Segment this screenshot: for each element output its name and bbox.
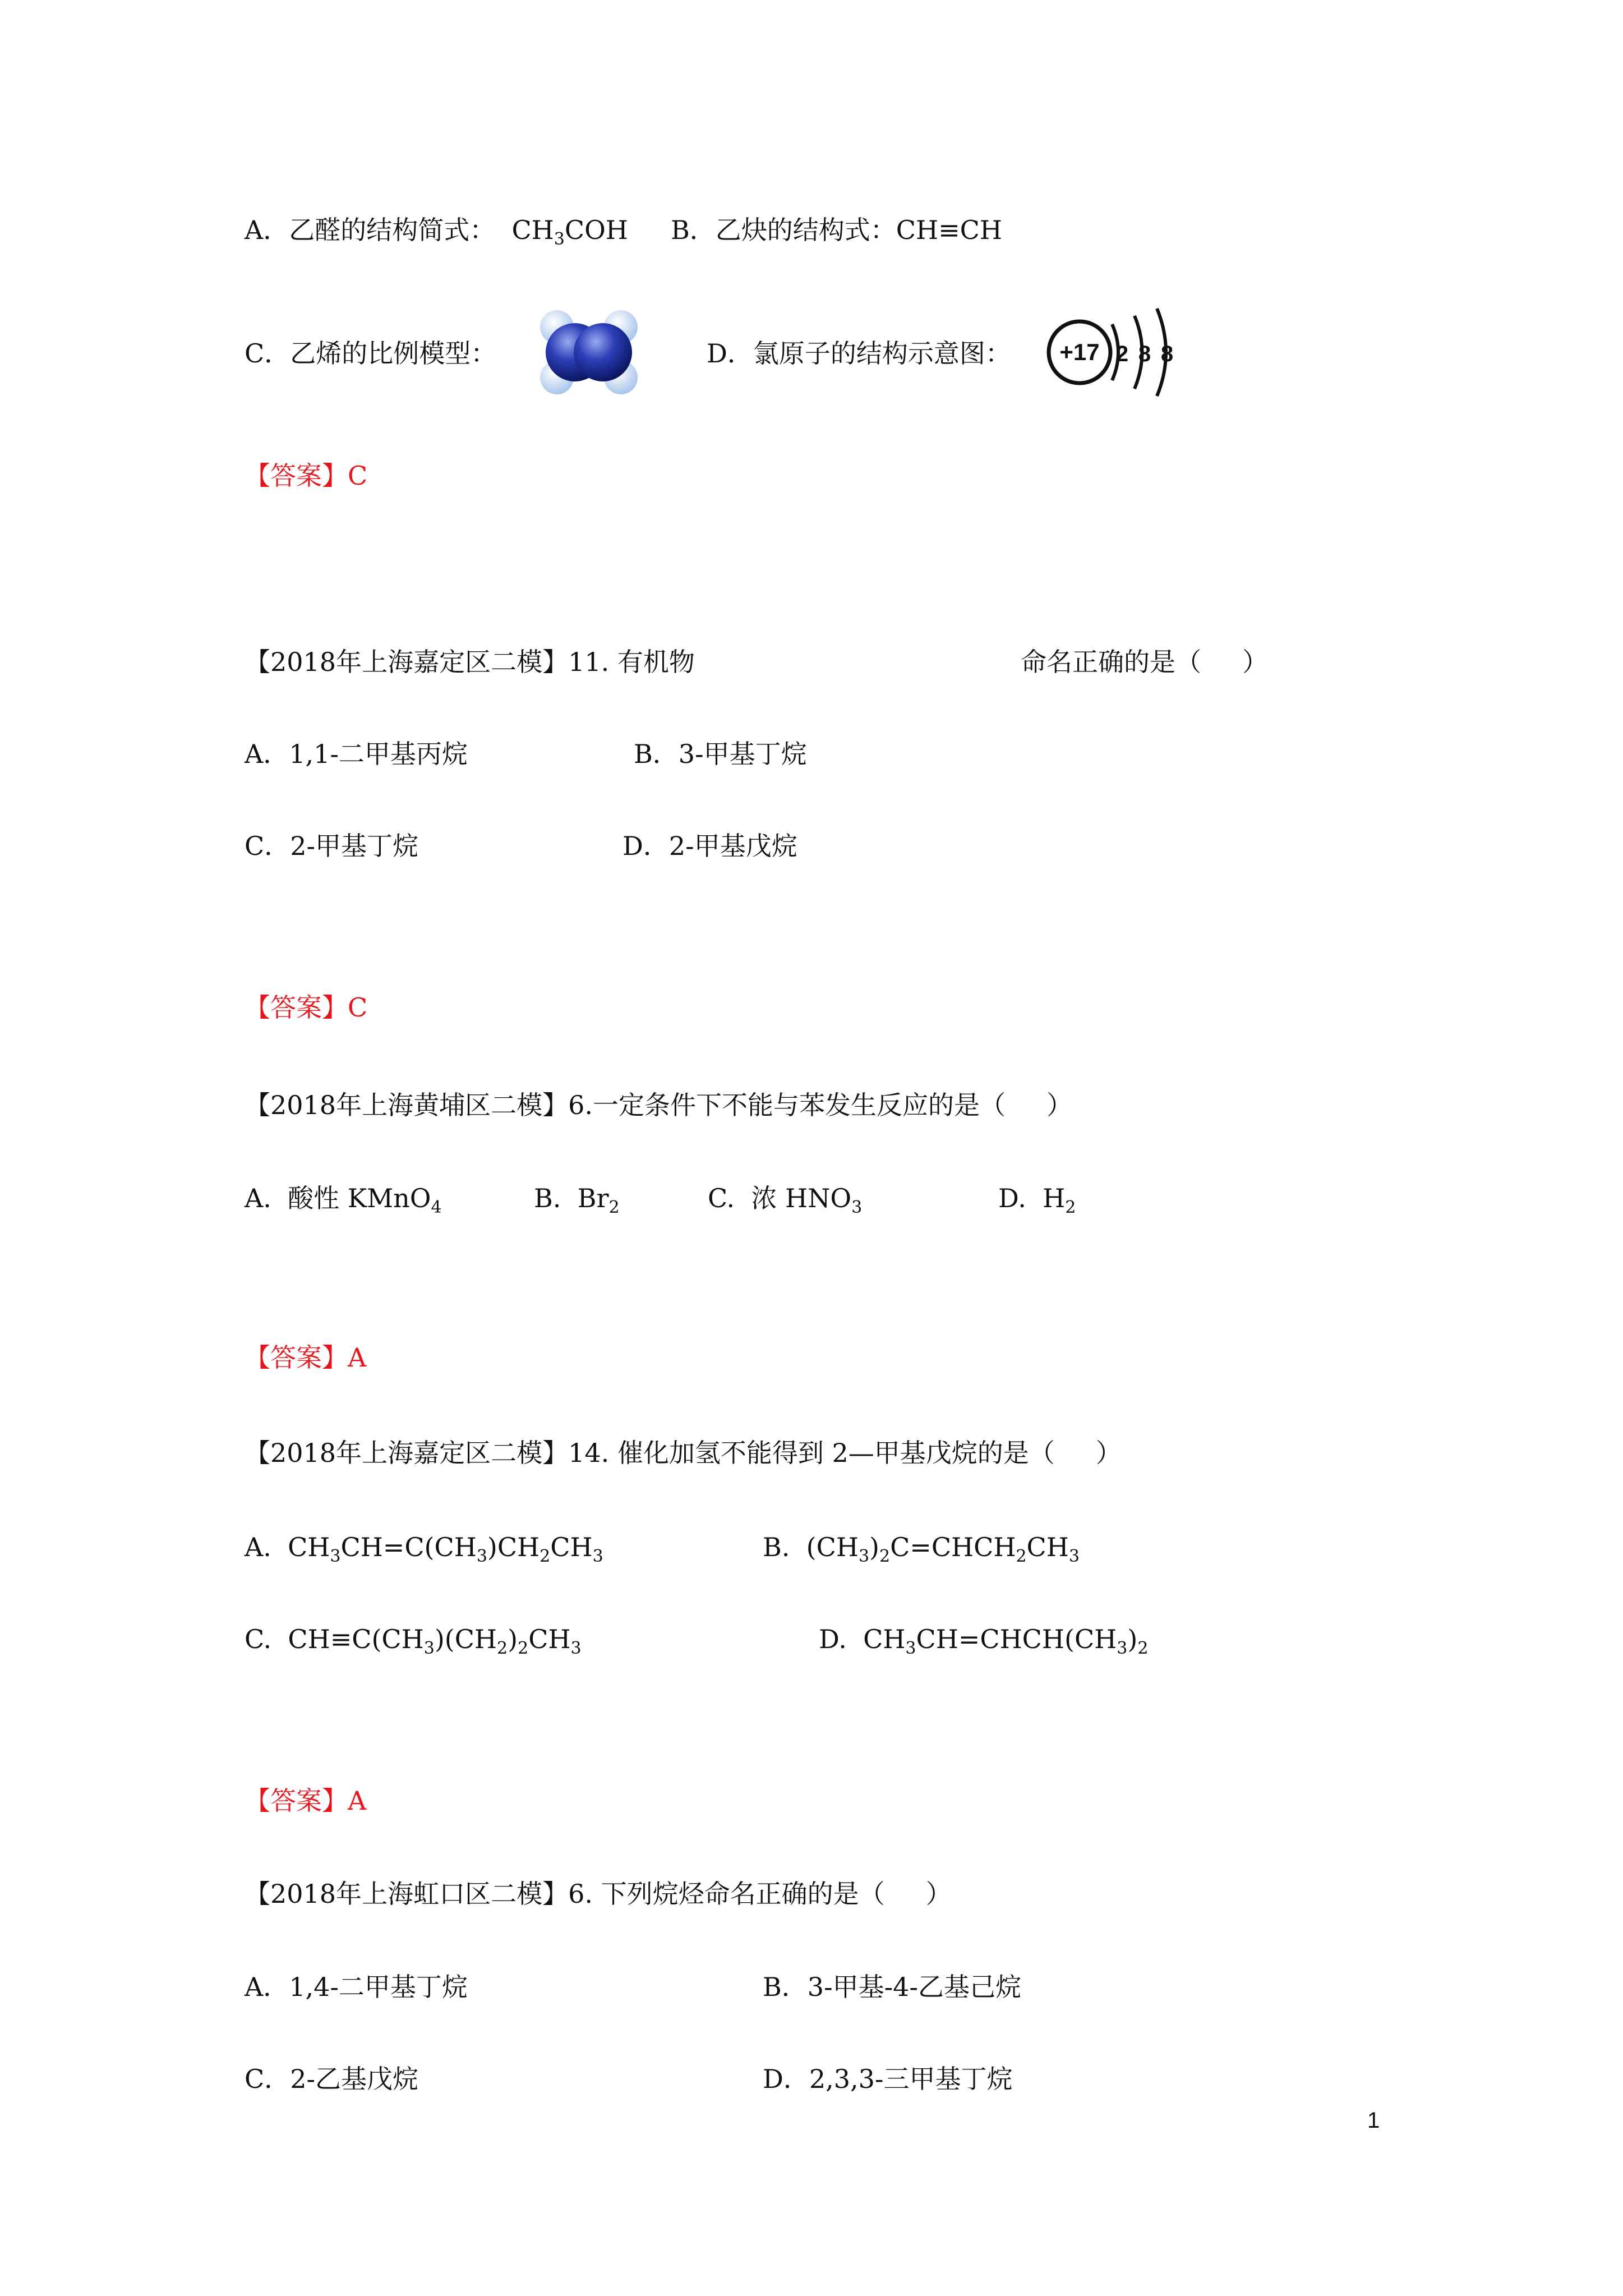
answer-q6a	[245, 1341, 366, 1374]
q10-option-b: B．乙炔的结构式：CH≡CH	[671, 215, 1002, 245]
subscript: 2	[1016, 1547, 1027, 1566]
subscript: 2	[608, 1198, 620, 1217]
formula-part: B. (CH	[763, 1532, 859, 1562]
formula-part: CH	[1026, 1532, 1069, 1562]
q11-stem-suffix: 命名正确的是（ ）	[1021, 647, 1269, 677]
shell-2-electrons: 8	[1138, 342, 1151, 366]
q11-option-a: A．1,1-二甲基丙烷	[245, 739, 468, 769]
subscript: 3	[851, 1198, 863, 1217]
answer-label: 【答案】	[245, 1342, 348, 1373]
subscript: 3	[1117, 1639, 1128, 1658]
shell-1-electrons: 2	[1115, 342, 1129, 366]
q6b-option-c: C．2-乙基戊烷	[245, 2064, 419, 2094]
q11-stem-prefix: 【2018年上海嘉定区二模】11. 有机物	[245, 647, 695, 677]
chlorine-atom-diagram	[1040, 302, 1186, 403]
option-text: A. 酸性 KMnO	[245, 1183, 431, 1213]
subscript: 3	[905, 1639, 916, 1658]
formula-part: )(CH	[434, 1624, 497, 1654]
subscript: 3	[592, 1547, 603, 1566]
formula-part: )	[1127, 1624, 1138, 1654]
answer-q14	[245, 1784, 366, 1818]
answer-label: 【答案】	[245, 1786, 348, 1816]
formula-part: CH	[550, 1532, 593, 1562]
answer-value: C	[348, 461, 368, 491]
q10-option-d: D．氯原子的结构示意图：	[707, 338, 1011, 369]
q14-option-a	[245, 1530, 603, 1564]
subscript: 3	[476, 1547, 487, 1566]
q6a-option-b	[534, 1181, 620, 1215]
subscript: 3	[330, 1547, 341, 1566]
q6b-option-d: D．2,3,3-三甲基丁烷	[763, 2064, 1013, 2094]
q11-option-b: B．3-甲基丁烷	[634, 739, 807, 769]
q10-option-a-text: A．乙醛的结构简式： CH	[245, 215, 554, 245]
q10-option-a	[245, 213, 628, 247]
ethylene-model-image	[536, 306, 642, 398]
subscript: 2	[497, 1639, 508, 1658]
q14-option-d	[819, 1622, 1148, 1656]
q6a-option-d	[998, 1181, 1076, 1215]
subscript: 2	[518, 1639, 529, 1658]
answer-value: A	[348, 1786, 367, 1816]
answer-value: A	[348, 1342, 367, 1373]
q6b-stem: 【2018年上海虹口区二模】6. 下列烷烃命名正确的是（ ）	[245, 1879, 952, 1909]
formula-part: CH=C(CH	[340, 1532, 477, 1562]
q6a-option-a	[245, 1181, 442, 1215]
q11-option-d: D．2-甲基戊烷	[623, 831, 797, 861]
q10-option-c: C．乙烯的比例模型：	[245, 338, 497, 369]
subscript: 3	[554, 229, 565, 249]
formula-part: A. CH	[245, 1532, 330, 1562]
subscript: 4	[431, 1198, 442, 1217]
option-text: C. 浓 HNO	[708, 1183, 852, 1213]
q6a-option-c	[708, 1181, 862, 1215]
formula-part: )	[869, 1532, 879, 1562]
q14-option-c	[245, 1622, 582, 1656]
formula-part: CH=CHCH(CH	[916, 1624, 1117, 1654]
subscript: 2	[1137, 1639, 1149, 1658]
formula-part: C=CHCH	[890, 1532, 1016, 1562]
shell-3-electrons: 8	[1160, 342, 1174, 366]
q10-option-a-suffix: COH	[564, 215, 628, 245]
answer-q10	[245, 459, 367, 493]
answer-label: 【答案】	[245, 461, 348, 491]
subscript: 2	[540, 1547, 551, 1566]
formula-part: CH	[528, 1624, 571, 1654]
subscript: 3	[1068, 1547, 1080, 1566]
q11-option-c: C．2-甲基丁烷	[245, 831, 419, 861]
q6a-stem: 【2018年上海黄埔区二模】6.一定条件下不能与苯发生反应的是（ ）	[245, 1090, 1073, 1120]
q6b-option-a: A．1,4-二甲基丁烷	[245, 1972, 468, 2002]
option-text: B. Br	[534, 1183, 609, 1213]
formula-part: )CH	[487, 1532, 540, 1562]
subscript: 3	[570, 1639, 582, 1658]
formula-part: )	[508, 1624, 518, 1654]
subscript: 2	[879, 1547, 891, 1566]
answer-value: C	[348, 992, 368, 1023]
nucleus-charge: +17	[1059, 339, 1100, 365]
subscript: 3	[858, 1547, 870, 1566]
q14-stem: 【2018年上海嘉定区二模】14. 催化加氢不能得到 2—甲基戊烷的是（ ）	[245, 1438, 1122, 1468]
formula-part: D. CH	[819, 1624, 906, 1654]
subscript: 2	[1065, 1198, 1076, 1217]
option-text: D. H	[998, 1183, 1066, 1213]
page-number: 1	[1367, 2108, 1380, 2133]
formula-part: C. CH≡C(CH	[245, 1624, 424, 1654]
subscript: 3	[423, 1639, 435, 1658]
q6b-option-b: B．3-甲基-4-乙基己烷	[763, 1972, 1021, 2002]
q14-option-b	[763, 1530, 1080, 1564]
answer-label: 【答案】	[245, 992, 348, 1023]
answer-q11	[245, 991, 367, 1024]
